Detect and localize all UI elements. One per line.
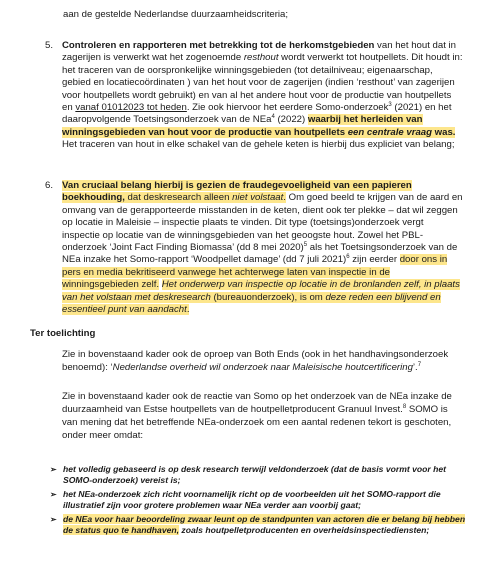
text-run: . xyxy=(186,304,190,316)
text-italic: Het onderwerp van inspectie op locatie in de bronlanden zelf, in plaats van het volstaan met deskresearch xyxy=(62,279,460,303)
bullet-text: het NEa-onderzoek zich richt voornamelijk richt op de voorbeelden uit het SOMO-rapport die illustratief zijn voor grotere problemen waar NEa verder aan voorbij gaat; xyxy=(63,488,441,511)
bullet-item xyxy=(50,464,470,487)
text-run: (2021) en het daaropvolgende Toetsingsonderzoek van de NEa xyxy=(62,102,452,126)
highlight: de NEa voor haar beoordeling zwaar leunt op de standpunten van actoren die er belang bij hebben de status quo te handhaven, xyxy=(63,513,466,536)
text-bold: Van cruciaal belang hierbij is gezien de fraudegevoeligheid van een papieren boekhouding, xyxy=(62,180,412,204)
text-run: Het traceren van hout in elke schakel van de gehele keten is hierbij dus expliciet van belang; xyxy=(62,139,455,151)
item-number: 6. xyxy=(45,180,54,191)
item-5-text xyxy=(62,40,463,152)
text-bold: waarbij het herleiden van winningsgebieden van hout voor de productie van houtpellets xyxy=(62,114,423,138)
list-item-5 xyxy=(45,40,463,152)
arrow-bullet-icon: ➢ xyxy=(50,514,57,524)
bullet-text: zoals houtpelletproducenten en overheidsinspectiediensten; xyxy=(179,525,430,536)
arrow-bullet-icon: ➢ xyxy=(50,489,57,499)
paragraph-somo xyxy=(62,390,462,442)
footnote-ref: 4 xyxy=(271,114,275,121)
text-underlined: vanaf 01012023 tot heden xyxy=(75,102,187,114)
section-heading: Ter toelichting xyxy=(30,328,96,339)
text-run: Zie in bovenstaand kader ook de reactie van Somo op het onderzoek van de NEa inzake de duurzaamheid van Estse houtpellets van de houtpelletproducent Granuul Invest. xyxy=(62,391,452,415)
footnote-ref: 3 xyxy=(388,101,392,108)
bullet-item xyxy=(50,514,470,537)
paragraph-both-ends xyxy=(62,348,462,374)
text-italic: Nederlandse overheid wil onderzoek naar Maleisische houtcertificering xyxy=(112,362,413,373)
footnote-ref: 5 xyxy=(303,241,308,248)
text-italic: deze reden een blijvend en essentieel punt van aandacht xyxy=(62,291,441,316)
text-bold-italic: een centrale vraag xyxy=(347,126,432,138)
text-run: . Zie ook hiervoor het eerdere Somo-onderzoek xyxy=(186,102,389,114)
text-run: zijn eerder xyxy=(349,254,400,266)
text-run: dat deskresearch alleen xyxy=(124,192,233,204)
footnote-ref: 6 xyxy=(346,254,350,261)
text-run: (bureauonderzoek), is om xyxy=(210,291,326,303)
bullet-item xyxy=(50,489,470,512)
item-5-heading: Controleren en rapporteren met betrekking tot de herkomstgebieden xyxy=(62,40,375,51)
text-run: Om goed beeld te krijgen van de aard en omvang van de gerapporteerde misstanden in de keten, dient ook ter plekke – dat wil zeggen op locatie in Maleisie – inspectie plaats te vinden. Dit type (toetsings)onderzoek vergt inspectie op locatie van de winningsgebieden van het geoogste hout. Zowel het PBL-onderzoek ‘Joint Fact Finding Biomassa’ (dd 8 mei 2020) xyxy=(62,192,463,254)
text-run: ’. xyxy=(412,362,418,373)
list-item-6 xyxy=(45,180,463,316)
text-run: als het Toetsingsonderzoek van de NEa inzake het Somo-rapport ‘Woodpellet damage’ (dd 7 juli 2021) xyxy=(62,242,458,266)
footnote-ref: 7 xyxy=(417,361,422,368)
arrow-bullet-icon: ➢ xyxy=(50,465,57,474)
text-italic: niet volstaat xyxy=(232,192,284,204)
bullet-text: het volledig gebaseerd is op desk research terwijl veldonderzoek (dat de basis vormt voor het SOMO-onderzoek) vereist is; xyxy=(63,464,447,486)
text-bold: was. xyxy=(431,126,456,138)
bullet-list xyxy=(50,464,470,538)
text-run: . xyxy=(283,192,286,204)
item-number: 5. xyxy=(45,40,54,51)
text-run: door ons in pers en media bekritiseerd vanwege het achterwege laten van inspectie in de winningsgebieden zelf. xyxy=(62,254,448,291)
text-run: (2022) xyxy=(274,114,308,126)
text-run: Zie in bovenstaand kader ook de oproep van Both Ends (ook in het handhavingsonderzoek benoemd): ‘ xyxy=(62,349,449,373)
text-run: SOMO is van mening dat het betreffende NEa-onderzoek om een aantal redenen tekort is geschoten, onder meer omdat: xyxy=(62,404,452,441)
text-run: van het hout dat in zagerijen is verwerkt wat het zogenoemde xyxy=(62,40,456,64)
intro-line: aan de gestelde Nederlandse duurzaamheidscriteria; xyxy=(63,9,289,20)
footnote-ref: 8 xyxy=(402,403,407,410)
text-italic: resthout xyxy=(243,52,279,64)
item-6-text xyxy=(62,180,463,316)
text-run: wordt verwerkt tot houtpellets. Dit houdt in: het traceren van de oorspronkelijke winningsgebieden (tot detailniveau; eigenaarschap, gebied en locatiecoördinaten ) van het hout voor de zagerijen (indien ‘resthout’ van zagerijen voor houtpellets wordt gebruikt) en van al het andere hout voor de productie van houtpellets en xyxy=(62,52,463,114)
